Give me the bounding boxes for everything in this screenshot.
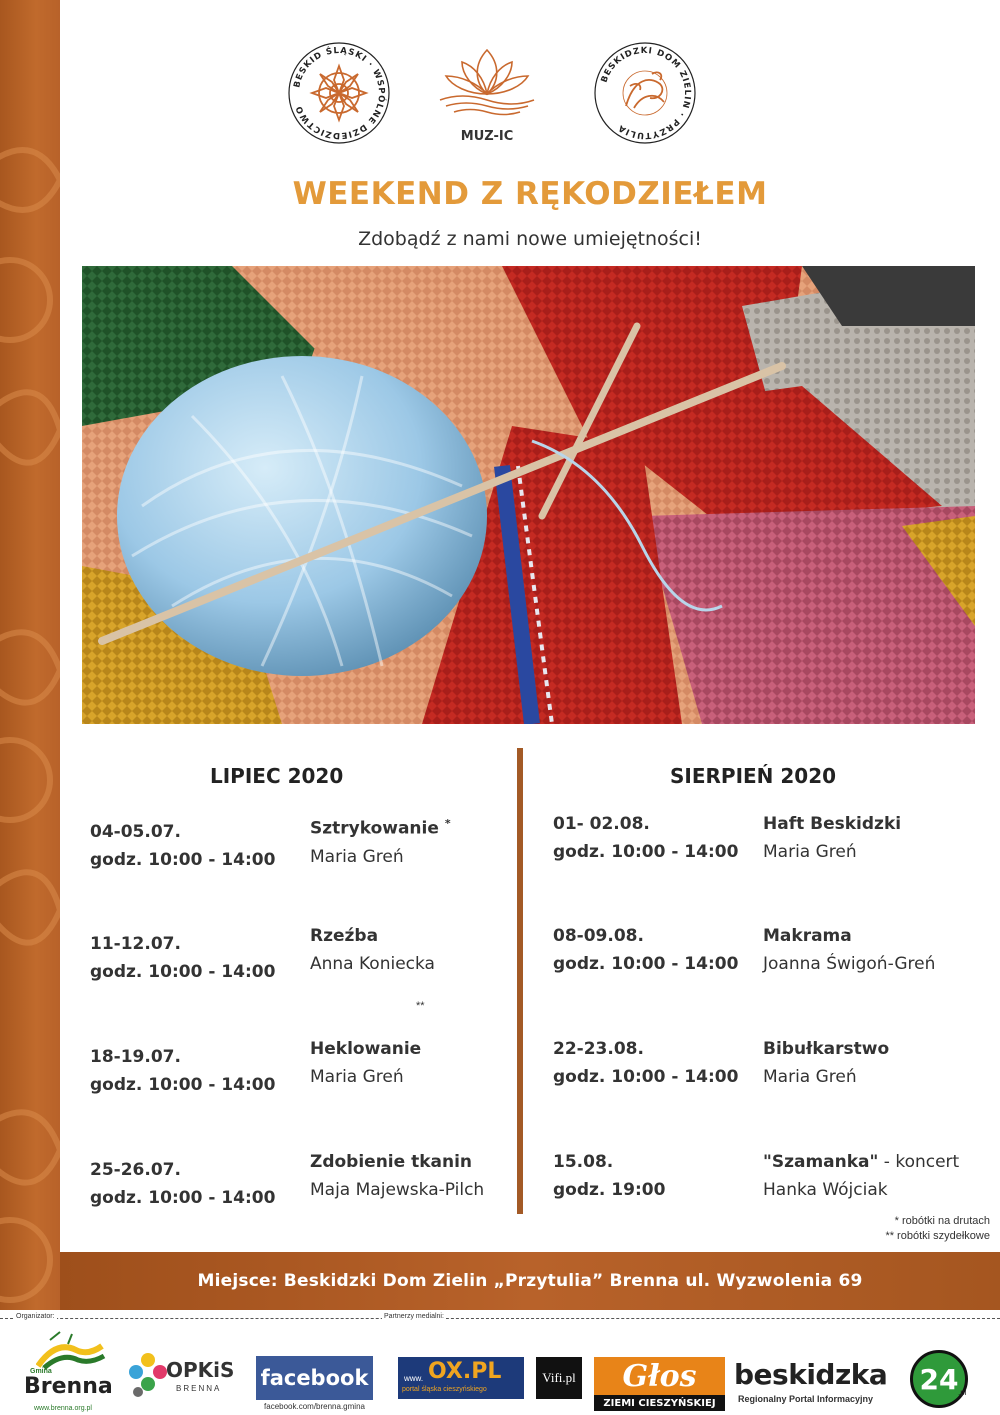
footnote-mark: ** <box>416 1000 425 1012</box>
event-date: 11-12.07. <box>90 934 181 954</box>
beskid-slaski-emblem-icon <box>284 38 394 148</box>
poster <box>60 0 1000 1252</box>
dom-zielin-emblem-icon <box>590 38 700 148</box>
event-time: godz. 10:00 - 14:00 <box>553 842 739 862</box>
beskidzki-dom-zielin-logo <box>590 38 700 153</box>
opkis-sub: BRENNA <box>176 1384 222 1393</box>
muzic-label: MUZ-IC <box>460 129 514 144</box>
partners-label: Partnerzy medialni: <box>384 1313 444 1320</box>
ornament-pattern-icon <box>0 0 60 1310</box>
event-person: Maria Greń <box>763 1067 857 1087</box>
event-time: godz. 10:00 - 14:00 <box>90 1188 276 1208</box>
event-time: godz. 10:00 - 14:00 <box>90 962 276 982</box>
event-name-suffix: - koncert <box>878 1152 960 1172</box>
oxpl-name: OX.PL <box>428 1359 502 1384</box>
event-name: "Szamanka" <box>763 1152 879 1172</box>
event-info-block <box>763 1035 889 1091</box>
event-person: Maja Majewska-Pilch <box>310 1180 485 1200</box>
event-time: godz. 10:00 - 14:00 <box>90 850 276 870</box>
oxpl-logo <box>398 1357 524 1399</box>
month-heading-july: LIPIEC 2020 <box>210 764 344 788</box>
beskidzka-name: beskidzka <box>734 1358 888 1391</box>
organizer-label: Organizator: <box>16 1313 55 1320</box>
event-name: Haft Beskidzki <box>763 814 902 834</box>
event-date-block <box>90 930 275 986</box>
event-person: Maria Greń <box>310 846 404 867</box>
beskid-ring-text: BESKID ŚLĄSKI · WSPÓLNE DZIEDZICTWO <box>292 45 387 141</box>
event-name: Makrama <box>763 926 852 946</box>
page-subtitle: Zdobądź z nami nowe umiejętności! <box>358 228 702 250</box>
event-person: Anna Koniecka <box>310 954 435 974</box>
event-date-block <box>553 1148 665 1204</box>
event-date: 18-19.07. <box>90 1047 181 1067</box>
yarn-and-needles-image <box>82 266 975 724</box>
brenna-mountain-icon <box>36 1330 106 1370</box>
opkis-logo <box>128 1350 233 1405</box>
facebook-logo <box>256 1356 373 1412</box>
location-bar <box>60 1252 1000 1310</box>
event-person: Maria Greń <box>310 1067 404 1087</box>
event-name: Bibułkarstwo <box>763 1039 890 1059</box>
beskidzka-sub: Regionalny Portal Informacyjny <box>738 1394 874 1404</box>
event-date-block <box>90 1156 275 1212</box>
brenna-gmina-text: Gmina <box>30 1368 52 1375</box>
footnote-knitting: * robótki na drutach <box>894 1215 990 1227</box>
event-date: 04-05.07. <box>90 822 181 842</box>
page-title: WEEKEND Z RĘKODZIEŁEM <box>292 176 768 212</box>
footnote-mark: * <box>444 817 451 830</box>
glos-name: Głos <box>594 1357 725 1395</box>
event-date-block <box>90 818 275 874</box>
glos-sub: ZIEMI CIESZYŃSKIEJ <box>594 1395 725 1411</box>
event-date: 22-23.08. <box>553 1039 644 1059</box>
column-divider <box>517 748 523 1214</box>
event-date-block <box>90 1043 275 1099</box>
facebook-url: facebook.com/brenna.gmina <box>264 1402 365 1411</box>
event-date: 08-09.08. <box>553 926 644 946</box>
event-person: Hanka Wójciak <box>763 1180 888 1200</box>
dom-ring-text: BESKIDZKI DOM ZIELIN · PRZYTULIA <box>599 45 693 141</box>
location-text: Miejsce: Beskidzki Dom Zielin „Przytulia” Brenna ul. Wyzwolenia 69 <box>197 1271 863 1291</box>
vifi-logo: Vifi.pl <box>536 1357 582 1399</box>
muzic-logo <box>432 42 542 144</box>
event-time: godz. 19:00 <box>553 1180 666 1200</box>
event-time: godz. 10:00 - 14:00 <box>90 1075 276 1095</box>
event-info-block <box>310 1035 421 1091</box>
oxpl-www: www. <box>404 1374 424 1383</box>
event-info-block <box>310 922 435 978</box>
beskidzka24-logo <box>734 1350 984 1412</box>
brenna-name: Brenna <box>24 1374 113 1399</box>
event-name: Rzeźba <box>310 926 379 946</box>
event-name: Heklowanie <box>310 1039 422 1059</box>
event-info-block <box>763 922 935 978</box>
beskidzka-pl: .pl <box>958 1388 967 1397</box>
glos-ziemi-cieszynskiej-logo <box>594 1357 725 1412</box>
brenna-url: www.brenna.org.pl <box>34 1405 92 1412</box>
event-date: 25-26.07. <box>90 1160 181 1180</box>
event-date-block <box>553 810 738 866</box>
beskidzka-number: 24 <box>910 1350 968 1408</box>
oxpl-sub: portal śląska cieszyńskiego <box>402 1386 487 1393</box>
event-name: Sztrykowanie <box>310 818 439 839</box>
footnotes <box>885 1214 990 1244</box>
event-time: godz. 10:00 - 14:00 <box>553 1067 739 1087</box>
gmina-brenna-logo <box>22 1330 114 1414</box>
event-info-block <box>310 810 451 871</box>
event-person: Joanna Świgoń-Greń <box>763 954 936 974</box>
event-name: Zdobienie tkanin <box>310 1152 473 1172</box>
opkis-name: OPKiS <box>166 1358 235 1382</box>
beskid-slaski-logo <box>284 38 394 153</box>
decorative-side-band <box>0 0 60 1310</box>
sponsor-separator <box>0 1318 1000 1319</box>
event-info-block <box>763 810 901 866</box>
event-info-block <box>763 1148 959 1204</box>
facebook-wordmark: facebook <box>256 1356 373 1400</box>
svg-text:BESKIDZKI DOM ZIELIN · PRZYTUL <box>599 46 692 140</box>
footnote-crochet: ** robótki szydełkowe <box>885 1230 990 1242</box>
event-person: Maria Greń <box>763 842 857 862</box>
event-date: 15.08. <box>553 1152 614 1172</box>
logo-row <box>60 38 1000 148</box>
event-info-block <box>310 1148 484 1204</box>
lotus-icon <box>432 42 542 122</box>
event-date-block <box>553 1035 738 1091</box>
event-date-block <box>553 922 738 978</box>
opkis-flower-icon <box>128 1350 168 1400</box>
event-date: 01- 02.08. <box>553 814 650 834</box>
month-heading-august: SIERPIEŃ 2020 <box>670 764 837 788</box>
knitting-yarn-photo <box>82 266 975 724</box>
event-time: godz. 10:00 - 14:00 <box>553 954 739 974</box>
